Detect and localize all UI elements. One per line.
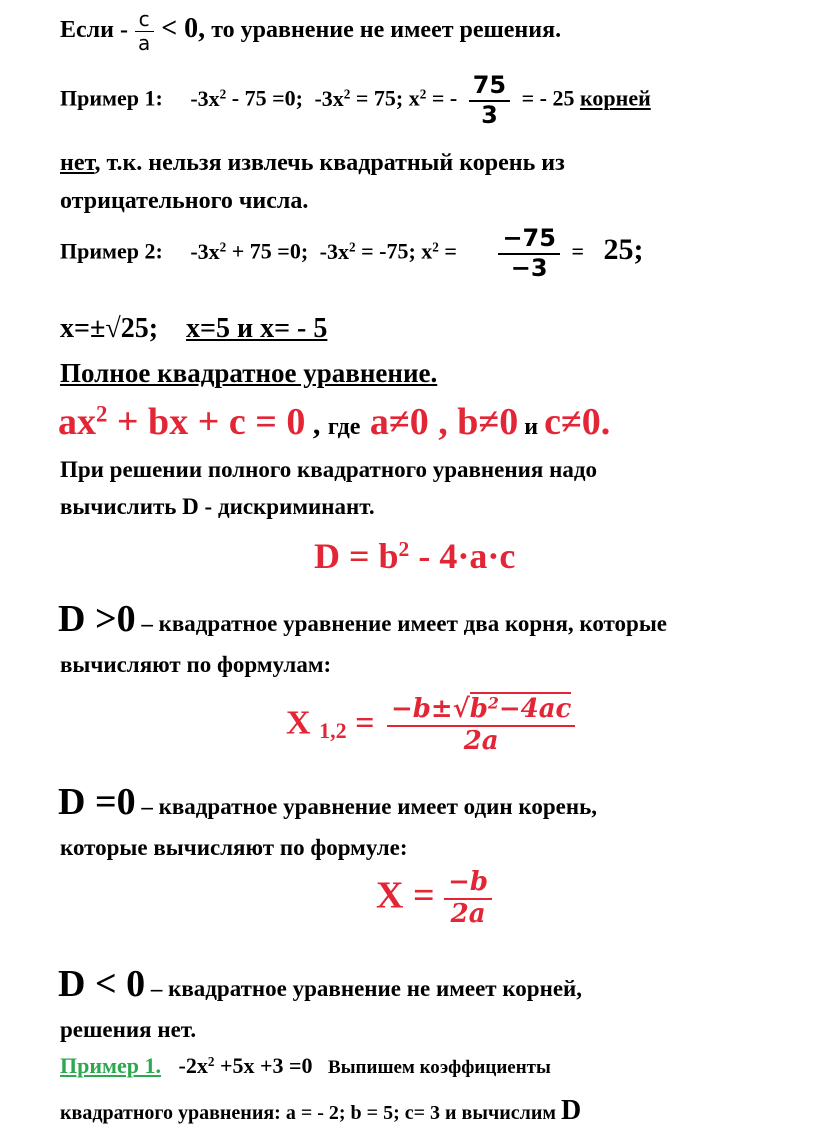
example-link[interactable]: Пример 1. (60, 1053, 162, 1078)
discriminant-formula: $D = b^2 - 4\cdot a\cdot c$ (314, 536, 516, 576)
minus-sign: - (119, 17, 134, 44)
example-2-line: Пример 2: $-3x^2 + 75 =0$; $-3x^2 = -75$; $x^2$ = $\frac{-75}{-3}$ = 25; (60, 224, 644, 282)
fraction-minus75-over-minus3: $\frac{-75}{-3}$ (498, 225, 560, 282)
case-d-negative: D < 0 – квадратное уравнение не имеет корней, (58, 963, 583, 1005)
sqrt-symbol: √ (452, 694, 470, 724)
roots-fraction: $\frac{-b\pm√b^2-4ac}{2a}$ (387, 695, 575, 757)
fraction-c-over-a: $\frac{c}{a}$ (134, 8, 154, 55)
paragraph-line-2: вычислить D - дискриминант. (60, 494, 375, 519)
roots-formula: X $_{1,2}$ = $\frac{-b\pm√b^2-4ac}{2a}$ (286, 695, 575, 757)
case-d-negative-line-2: решения нет. (60, 1017, 197, 1042)
line-if-condition: Если - $\frac{c}{a}$ < 0, то уравнение не имеет решения. (60, 7, 562, 55)
section-title: Полное квадратное уравнение. (60, 358, 438, 388)
example-2-roots: x=±√25; x=5 и x= - 5 (60, 313, 328, 344)
case-d-zero-line-2: которые вычисляют по формуле: (60, 835, 408, 860)
single-root-formula: X = $\frac{-b}{2a}$ (376, 868, 492, 930)
example-3-line: Пример 1. $-2x^2 +5x +3 =0$ Выпишем коэффициенты (60, 1053, 551, 1078)
case-d-positive-line-2: вычисляют по формулам: (60, 652, 332, 677)
example-1-line: Пример 1: $-3x^2 - 75 =0$; $-3x^2 = 75$; $x^2$ = - $\frac{75}{3}$ = - 25 корней (60, 71, 651, 129)
paragraph-line-1: При решении полного квадратного уравнения надо (60, 457, 597, 482)
example-1-line-3: отрицательного числа. (60, 188, 309, 214)
case-d-positive: D >0 – квадратное уравнение имеет два корня, которые (58, 598, 667, 640)
fraction-75-over-3: $\frac{75}{3}$ (469, 72, 510, 129)
general-formula: $ax^2$ + bx + c = 0 , где a≠0 , b≠0 и c≠0. (58, 401, 611, 443)
case-d-zero: D =0 – квадратное уравнение имеет один корень, (58, 781, 597, 823)
single-root-fraction: $\frac{-b}{2a}$ (444, 868, 492, 930)
example-1-line-2: нет, т.к. нельзя извлечь квадратный корень из (60, 150, 565, 176)
example-3-line-2: квадратного уравнения: a = - 2; b = 5; c= 3 и вычислим D (60, 1095, 582, 1126)
